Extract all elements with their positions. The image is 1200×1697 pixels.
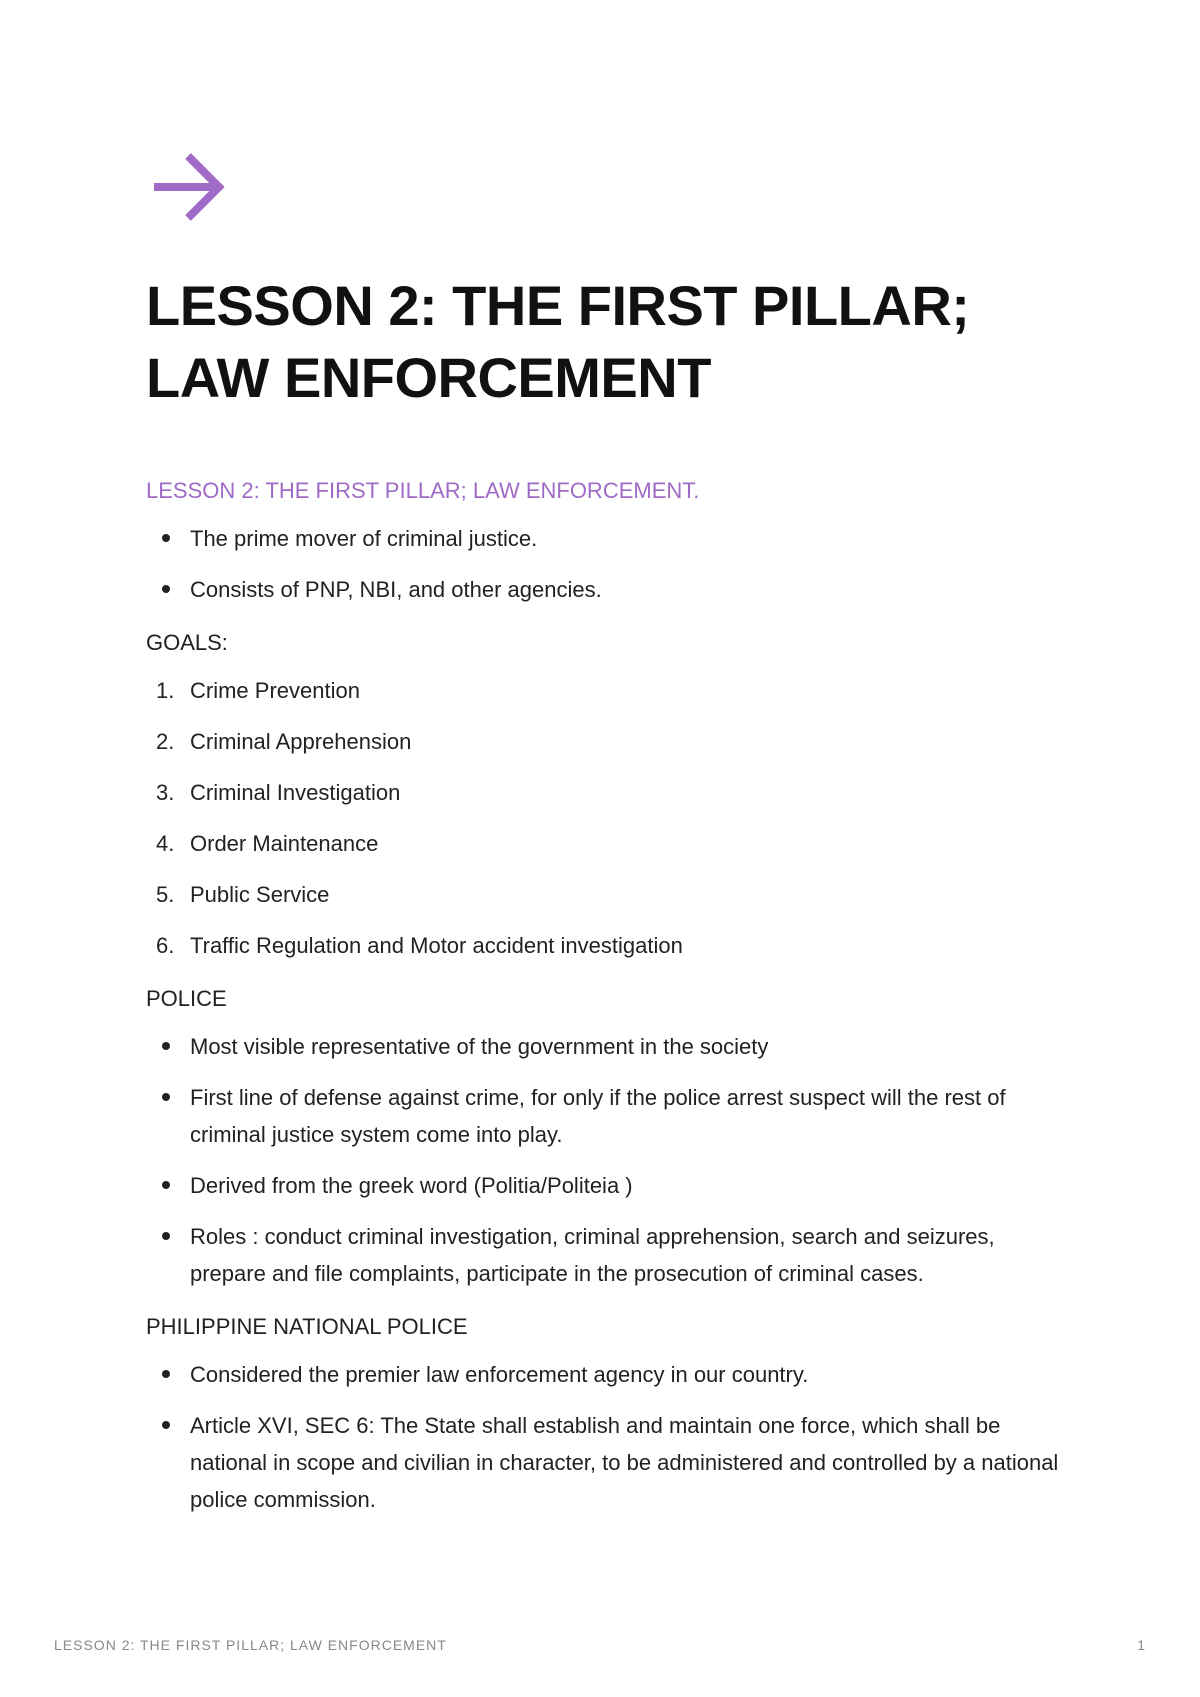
- list-item-text: Criminal Apprehension: [190, 729, 412, 754]
- list-item: Derived from the greek word (Politia/Politeia ): [146, 1167, 1066, 1204]
- list-number: 4.: [156, 831, 175, 856]
- list-item: Consists of PNP, NBI, and other agencies.: [146, 571, 1066, 608]
- list-item: Considered the premier law enforcement agency in our country.: [146, 1356, 1066, 1393]
- list-number: 5.: [156, 882, 175, 907]
- list-number: 6.: [156, 933, 175, 958]
- list-item: [146, 825, 1066, 862]
- list-item: [146, 927, 1066, 964]
- list-item: Most visible representative of the government in the society: [146, 1028, 1066, 1065]
- list-item-text: Traffic Regulation and Motor accident investigation: [190, 933, 683, 958]
- list-number: 2.: [156, 729, 175, 754]
- list-item: First line of defense against crime, for only if the police arrest suspect will the rest of criminal justice system come into play.: [146, 1079, 1066, 1153]
- arrow-right-icon: [152, 150, 226, 224]
- police-bullet-list: [146, 1028, 1066, 1292]
- list-item-text: Order Maintenance: [190, 831, 379, 856]
- list-item: [146, 723, 1066, 760]
- list-item-text: Crime Prevention: [190, 678, 360, 703]
- page-title: LESSON 2: THE FIRST PILLAR; LAW ENFORCEMENT: [146, 274, 970, 409]
- list-item-text: Public Service: [190, 882, 330, 907]
- goals-heading: GOALS:: [146, 630, 228, 655]
- list-number: 1.: [156, 678, 175, 703]
- subtitle-link: LESSON 2: THE FIRST PILLAR; LAW ENFORCEMENT.: [146, 478, 700, 503]
- page-number: 1: [1137, 1637, 1146, 1653]
- list-item: [146, 774, 1066, 811]
- goals-list: [146, 672, 1066, 964]
- list-number: 3.: [156, 780, 175, 805]
- list-item-text: Criminal Investigation: [190, 780, 401, 805]
- intro-bullet-list: [146, 520, 1066, 608]
- document-page: [146, 150, 1066, 1518]
- list-item: The prime mover of criminal justice.: [146, 520, 1066, 557]
- police-heading: POLICE: [146, 986, 227, 1011]
- pnp-heading: PHILIPPINE NATIONAL POLICE: [146, 1314, 468, 1339]
- list-item: Article XVI, SEC 6: The State shall establish and maintain one force, which shall be national in scope and civilian in character, to be administered and controlled by a national police commission.: [146, 1407, 1066, 1518]
- list-item: [146, 876, 1066, 913]
- pnp-bullet-list: [146, 1356, 1066, 1518]
- list-item: [146, 672, 1066, 709]
- footer-title: LESSON 2: THE FIRST PILLAR; LAW ENFORCEMENT: [54, 1637, 447, 1653]
- list-item: Roles : conduct criminal investigation, criminal apprehension, search and seizures, prepare and file complaints, participate in the prosecution of criminal cases.: [146, 1218, 1066, 1292]
